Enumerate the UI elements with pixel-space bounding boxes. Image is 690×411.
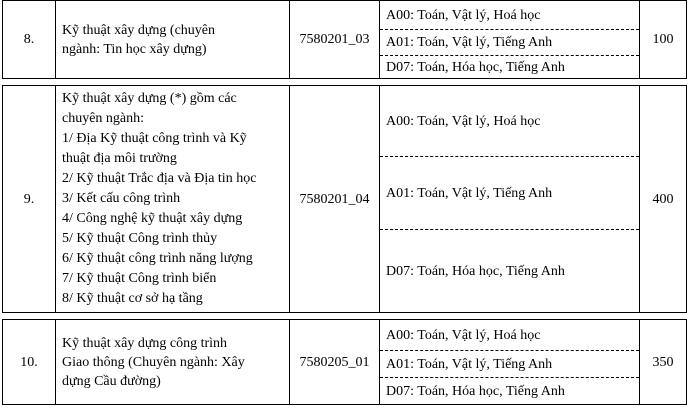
- major-code: 7580201_03: [290, 1, 380, 79]
- major-line: chuyên ngành:: [62, 111, 145, 126]
- row-gap: [3, 79, 687, 86]
- row-gap: [3, 313, 687, 320]
- major-line: 4/ Công nghệ kỹ thuật xây dựng: [62, 211, 243, 226]
- combo-item: A01: Toán, Vật lý, Tiếng Anh: [380, 29, 639, 55]
- table-row: [3, 86, 687, 313]
- row-number: 10.: [3, 320, 56, 405]
- quota: 100: [640, 1, 687, 79]
- subject-combinations: [380, 320, 640, 405]
- row-number: 8.: [3, 1, 56, 79]
- quota: 400: [640, 86, 687, 313]
- combo-item: D07: Toán, Hóa học, Tiếng Anh: [380, 377, 639, 404]
- combo-item: A00: Toán, Vật lý, Hoá học: [386, 7, 541, 23]
- major-line: 5/ Kỹ thuật Công trình thủy: [62, 231, 218, 246]
- major-line: Giao thông (Chuyên ngành: Xây: [62, 354, 245, 370]
- major-line: 6/ Kỹ thuật công trình năng lượng: [62, 251, 253, 266]
- combo-item: D07: Toán, Hóa học, Tiếng Anh: [380, 229, 639, 312]
- major-line: 8/ Kỹ thuật cơ sở hạ tầng: [62, 291, 203, 306]
- major-name: [56, 86, 290, 313]
- major-code: 7580205_01: [290, 320, 380, 405]
- major-line: Kỹ thuật xây dựng công trình: [62, 335, 228, 351]
- major-name: [56, 1, 290, 79]
- major-line: 1/ Địa Kỹ thuật công trình và Kỹ: [62, 131, 247, 146]
- major-line: dựng Cầu đường): [62, 373, 161, 389]
- major-line: 7/ Kỹ thuật Công trình biển: [62, 271, 217, 286]
- combo-item: D07: Toán, Hóa học, Tiếng Anh: [380, 55, 639, 78]
- table-row: [3, 1, 687, 79]
- table-row: [3, 320, 687, 405]
- row-number: 9.: [3, 86, 56, 313]
- major-line: 2/ Kỹ thuật Trắc địa và Địa tin học: [62, 171, 257, 186]
- combo-item: A01: Toán, Vật lý, Tiếng Anh: [380, 156, 639, 229]
- major-line: ngành: Tin học xây dựng): [62, 41, 207, 57]
- major-code: 7580201_04: [290, 86, 380, 313]
- major-name: [56, 320, 290, 405]
- admission-table: [2, 0, 687, 405]
- major-line: Kỹ thuật xây dựng (*) gồm các: [62, 91, 237, 106]
- subject-combinations: [380, 86, 640, 313]
- combo-item: A00: Toán, Vật lý, Hoá học: [386, 327, 541, 343]
- combo-item: A01: Toán, Vật lý, Tiếng Anh: [380, 350, 639, 377]
- major-line: thuật địa môi trường: [62, 151, 177, 166]
- major-line: 3/ Kết cấu công trình: [62, 191, 181, 206]
- combo-item: A00: Toán, Vật lý, Hoá học: [386, 113, 541, 129]
- quota: 350: [640, 320, 687, 405]
- subject-combinations: [380, 1, 640, 79]
- major-line: Kỹ thuật xây dựng (chuyên: [62, 22, 215, 38]
